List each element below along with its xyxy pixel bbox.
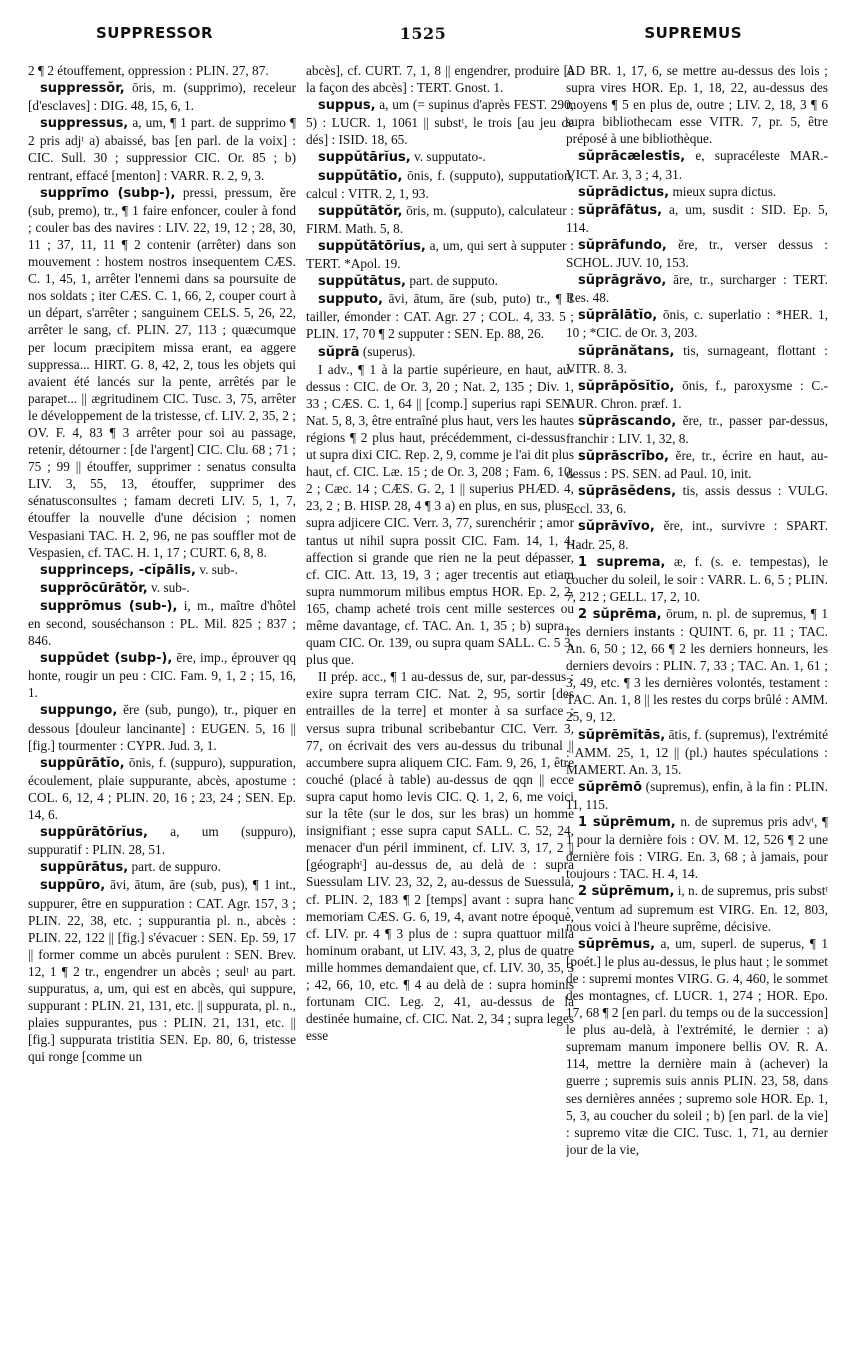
dictionary-entry [306, 290, 574, 342]
entry-definition: n. de supremus pris advᵗ, ¶ 1 pour la dernière fois : OV. M. 12, 526 ¶ 2 une dernière fois : VIRG. En. 3, 68 ; à jamais, pour toujours : TAC. H. 4, 14. [566, 814, 828, 882]
dictionary-entry [306, 202, 574, 237]
entry-definition: ĕre, tr., écrire en haut, au-dessus : PS. SEN. ad Paul. 10, init. [566, 448, 828, 482]
entry-headword: sŭprāscrībo, [578, 449, 669, 465]
entry-definition: v. supputato-. [413, 149, 486, 165]
entry-headword: suppŭdet (subp-), [40, 651, 173, 667]
entry-headword: sŭprēmus, [578, 936, 656, 952]
entry-headword: sŭprānătans, [578, 343, 675, 359]
column-3 [566, 62, 828, 1362]
dictionary-entry [306, 361, 574, 669]
entry-headword: suppūrātĭo, [40, 755, 125, 771]
dictionary-entry [306, 148, 574, 166]
entry-definition: part. de supputo. [409, 273, 498, 289]
dictionary-entry [566, 201, 828, 236]
entry-definition: ōnis, c. superlatio : *HER. 1, 10 ; *CIC. de Or. 3, 203. [566, 307, 828, 341]
entry-headword: sŭprēmĭtās, [578, 727, 666, 743]
entry-definition: ātis, f. (supremus), l'extrémité : AMM. 25, 1, 12 || (pl.) hautes spéculations : MAMERT. An. 3, 15. [566, 726, 828, 777]
entry-headword: suppŭtātōrĭus, [318, 238, 426, 254]
dictionary-entry [566, 517, 828, 552]
entry-headword: sŭprā [318, 344, 360, 360]
dictionary-entry [566, 412, 828, 447]
dictionary-entry [28, 79, 296, 114]
entry-headword: 2 sŭprēmum, [578, 884, 675, 900]
entry-definition: ĕre, tr., verser dessus : SCHOL. JUV. 10, 153. [566, 236, 828, 271]
entry-definition: æ, f. (s. e. tempestas), le coucher du soleil, le soir : VARR. L. 6, 5 ; PLIN. 7, 212 ; GELL. 17, 2, 10. [566, 553, 828, 604]
entry-definition: II prép. acc., ¶ 1 au-dessus de, sur, par-dessus : exire supra terram CIC. Nat. 2, 95, sortir [des entrailles de la terre] et monter à sa surface ; versus supra tribunal scribebantur CIC. Verr. 3, 77, on écrivait des vers au-dessus du tribunal || accumbere supra aliquem CIC. Fam. 9, 26, 1, être couché (placé à table) au-dessus de qqn || ecce supra caput homo levis CIC. Q. 1, 2, 6, me voici sur la tête (sur le dos, sur les bras) un homme insignifiant ; esse supra caput SALL. C. 52, 24, menacer d'un péril imminent, cf. LIV. 3, 17, 2 || [géographᵗ] au-dessus de, au delà de : supra Suessulam LIV. 23, 32, 2, au-dessus de Suessula, cf. PLIN. 2, 183 ¶ 2 [temps] avant : supra hanc memoriam CÆS. G. 6, 19, 4, avant notre époque, cf. LIV. pr. 4 ¶ 3 plus de : supra quattuor milia hominum orabant, ut LIV. 43, 3, 2, plus de quatre mille hommes demandaient que, cf. LIV. 30, 35, 3 ; 42, 66, 10, etc. ¶ 4 au delà de : supra hominis fortunam CIC. Leg. 2, 41, au-dessus de la destinée humaine, cf. CIC. Nat. 2, 34 ; supra leges esse [306, 669, 574, 1044]
entry-definition: pressi, pressum, ĕre (sub, premo), tr., ¶ 1 faire enfoncer, couler à fond ; couler bas des navires : LIV. 22, 19, 12 ; 28, 30, 11 ; 37, 11, 11 ¶ 2 contenir (arrêter) dans son mouvement : hostem nostros insequentem CÆS. C. 1, 45, 1, arrêter l'ennemi dans sa poursuite de nos soldats ; iter CÆS. C. 1, 66, 2, couper court à un départ, s'arrêter ; sanguinem CELS. 5, 26, 22, arrêter le sang, cf. PLIN. 27, 113 ; quæcumque per locum præcipitem missa erant, ea aggere suppressa... HIRT. G. 8, 42, 2, tous les objets qui avaient été lancés sur la pente, arrêtés par le parapet... || ægritudinem CIC. Tusc. 3, 75, arrêter le développement de la tristesse, cf. LIV. 2, 35, 2 ; OV. F. 4, 83 ¶ 3 arrêter pour soi au passage, retenir, détourner : [de l'argent] CIC. Clu. 68 ; 71 ; 75 ; 99 || étouffer, supprimer : senatus consulta LIV. 3, 55, 13, étouffer, supprimer des sénatusconsultes ; famam decreti LIV. 5, 1, 7, étouffer la nouvelle d'une décision ; nomen Vespasiani TAC. H. 2, 96, ne pas souffler mot de Vespasien, cf. TAC. H. 1, 17 ; CURT. 6, 8, 8. [28, 184, 296, 560]
column-1 [28, 62, 296, 1362]
dictionary-entry [566, 306, 828, 341]
entry-headword: sŭprāfātus, [578, 202, 663, 218]
entry-definition: ōnis, f., paroxysme : C.-AUR. Chron. præf. 1. [566, 377, 828, 411]
entry-headword: supputo, [318, 292, 383, 308]
dictionary-entry [306, 96, 574, 148]
entry-definition: ōrum, n. pl. de supremus, ¶ 1 les derniers instants : QUINT. 6, pr. 11 ; TAC. An. 6, 50 ; 12, 66 ¶ 2 les derniers honneurs, les derniers devoirs : PLIN. 7, 33 ; TAC. An. 1, 61 ; 3, 49, etc. ¶ 3 les dernières volontés, testament : TAC. An. 1, 8 || les restes du corps brûlé : AMM. 25, 9, 12. [566, 605, 828, 725]
page-number: 1525 [399, 24, 447, 43]
entry-definition: ōris, m. (supprimo), receleur [d'esclaves] : DIG. 48, 15, 6, 1. [28, 80, 296, 114]
dictionary-entry [566, 935, 828, 1158]
entry-headword: suppŭtārĭus, [318, 150, 411, 166]
page-header [0, 24, 846, 52]
entry-headword: 1 sŭprēmum, [578, 815, 676, 831]
entry-headword: sŭprālātĭo, [578, 308, 658, 324]
entry-definition: a, um, susdit : SID. Ep. 5, 114. [566, 201, 828, 235]
header-right-guideword: SUPREMUS [644, 24, 742, 42]
dictionary-entry [28, 876, 296, 1065]
dictionary-entry [28, 754, 296, 823]
dictionary-entry [28, 114, 296, 183]
entry-headword: sŭprēmō [578, 779, 643, 795]
entry-headword: suppūrātus, [40, 860, 129, 876]
dictionary-entry [566, 605, 828, 726]
entry-definition: a, um, ¶ 1 part. de supprimo ¶ 2 pris adjᵗ a) abaissé, bas [en parl. de la voix] : CIC. Sull. 30 ; suppressior CIC. Or. 85 ; b) rentrant, effacé [menton] : VARR. R. 2, 9, 3. [28, 115, 296, 183]
entry-definition: abcès], cf. CURT. 7, 1, 8 || engendrer, produire [à la façon des abcès] : TERT. Gnost. 1. [306, 63, 574, 96]
dictionary-entry [566, 482, 828, 517]
dictionary-entry [28, 597, 296, 649]
dictionary-entry [566, 882, 828, 934]
entry-definition: āvi, ātum, āre (sub, pus), ¶ 1 int., suppurer, être en suppuration : CAT. Agr. 157, 3 ; PLIN. 22, 38, etc. ; suppurantia pl. n., abcès : PLIN. 22, 122 || [fig.] s'évacuer : SEN. Ep. 59, 17 || former comme un abcès purulent : SEN. Brev. 12, 1 ¶ 2 tr., engendrer un abcès ; seulᵗ au part. suppuratus, a, um, qui est en abcès, qui suppure, suppurant : PLIN. 21, 131, etc. || suppurata, pl. n., plaies suppurantes, pus : PLIN. 21, 131, etc. || [fig.] suppurata tristitia SEN. Ep. 80, 6, tristesse qui ronge [comme un [28, 877, 296, 1065]
dictionary-entry [28, 579, 296, 597]
entry-headword: sŭprādictus, [578, 184, 670, 200]
dictionary-entry [306, 167, 574, 202]
entry-definition: v. sub-. [199, 561, 238, 577]
dictionary-entry [28, 701, 296, 753]
dictionary-entry [28, 823, 296, 858]
entry-definition: āre, tr., surcharger : TERT. Res. 48. [566, 272, 828, 306]
entry-definition: (superus). [362, 343, 416, 359]
entry-headword: supprōmus (sub-), [40, 598, 178, 614]
entry-headword: sŭprācælestis, [578, 149, 686, 165]
entry-headword: suppūrātōrĭus, [40, 825, 148, 841]
entry-headword: suppŭtātĭo, [318, 168, 403, 184]
dictionary-entry [566, 147, 828, 182]
dictionary-entry [566, 726, 828, 778]
dictionary-entry [28, 561, 296, 579]
entry-definition: ōris, m. (supputo), calculateur : FIRM. Math. 5, 8. [306, 202, 574, 236]
entry-definition: I adv., ¶ 1 à la partie supérieure, en haut, au-dessus : CIC. de Or. 3, 20 ; Nat. 2, 135 ; Div. 1, 33 ; CÆS. C. 1, 64 || [comp.] superius rapi SEN. Nat. 5, 8, 3, être entraîné plus haut, vers les hautes régions ¶ 2 plus haut, précédemment, ci-dessus : ut supra dixi CIC. Rep. 2, 9, comme je l'ai dit plus haut, cf. CIC. Læ. 15 ; de Or. 3, 208 ; Fam. 6, 10, 2 ; Cæc. 14 ; CÆS. G. 2, 1 || superius PHÆD. 4, 23, 2 ; B. HISP. 28, 4 ¶ 3 a) en plus, en sus, plus : supra adjicere CIC. Verr. 3, 77, surenchérir ; amor tantus ut nihil supra possit CIC. Fam. 14, 1, 4, affection si grande que rien ne la peut dépasser, cf. CIC. Att. 13, 19, 3 ; ager trecentis aut etiam supra nummorum milibus emptus HOR. Ep. 2, 2, 165, champ acheté trois cent mille sesterces ou même davantage, cf. TAC. An. 1, 35 ; b) supra... quam CIC. Or. 139, ou supra quam SALL. C. 5 3, plus que. [306, 361, 574, 668]
entry-definition: mieux supra dictus. [672, 183, 777, 199]
dictionary-entry [566, 271, 828, 306]
entry-definition: āvi, ātum, āre (sub, puto) tr., ¶ 1 tailler, émonder : CAT. Agr. 27 ; COL. 4, 33. 5 ; PLIN. 17, 70 ¶ 2 supputer : SEN. Ep. 88, 26. [306, 291, 574, 342]
entry-headword: suppŭtātŏr, [318, 203, 403, 219]
entry-definition: a, um (= supinus d'après FEST. 290, 5) : LUCR. 1, 1061 || substᵗ, le trois [au jeu de dés] : ISID. 18, 65. [306, 97, 574, 148]
dictionary-entry [306, 62, 574, 96]
entry-headword: 1 suprema, [578, 554, 666, 570]
dictionary-entry [566, 62, 828, 147]
entry-headword: sŭprāscando, [578, 413, 677, 429]
dictionary-entry [306, 272, 574, 290]
dictionary-entry [306, 668, 574, 1044]
entry-definition: tis, assis dessus : VULG. Eccl. 33, 6. [566, 483, 828, 517]
entry-definition: (supremus), enfin, à la fin : PLIN. 11, 115. [566, 778, 828, 812]
entry-definition: i, n. de supremus, pris substᵗ : ventum ad supremum est VIRG. En. 12, 803, nous voici à l'heure suprême, décisive. [566, 883, 828, 934]
entry-definition: v. sub-. [151, 579, 190, 595]
entry-headword: supprinceps, -cĭpālis, [40, 562, 196, 578]
entry-headword: suppressus, [40, 116, 129, 132]
dictionary-entry [566, 236, 828, 271]
dictionary-entry [566, 342, 828, 377]
entry-headword: suppus, [318, 98, 376, 114]
dictionary-entry [28, 649, 296, 701]
dictionary-entry [566, 183, 828, 201]
entry-headword: supprōcūrātŏr, [40, 580, 148, 596]
header-left-guideword: SUPPRESSOR [96, 24, 214, 42]
entry-headword: suppūro, [40, 878, 106, 894]
dictionary-entry [566, 778, 828, 813]
dictionary-entry [28, 184, 296, 561]
entry-definition: part. de suppuro. [131, 859, 221, 875]
entry-headword: sŭprāvīvo, [578, 519, 655, 535]
dictionary-entry [28, 62, 296, 79]
entry-definition: i, m., maître d'hôtel en second, souséchanson : PL. Mil. 825 ; 837 ; 846. [28, 597, 296, 649]
dictionary-entry [566, 377, 828, 412]
entry-definition: 2 ¶ 2 étouffement, oppression : PLIN. 27, 87. [28, 63, 269, 78]
entry-definition: a, um, qui sert à supputer : TERT. *Apol. 19. [306, 237, 574, 272]
entry-headword: sŭprāfundo, [578, 237, 667, 253]
column-2 [306, 62, 574, 1362]
entry-definition: e, supracéleste MAR.-VICT. Ar. 3, 3 ; 4, 31. [566, 148, 828, 182]
entry-headword: sŭprāgrăvo, [578, 273, 667, 289]
entry-headword: supprīmo (subp-), [40, 185, 176, 201]
entry-definition: ōnis, f. (suppuro), suppuration, écoulement, plaie suppurante, abcès, apostume : COL. 6, 12, 4 ; PLIN. 20, 16 ; 23, 24 ; SEN. Ep. 14, 6. [28, 754, 296, 823]
entry-definition: a, um, superl. de superus, ¶ 1 [poét.] le plus au-dessus, le plus haut ; le sommet de : supremi montes VIRG. G. 4, 460, le sommet des montagnes, cf. LUCR. 1, 274 ; HOR. Epo. 17, 68 ¶ 2 [en parl. du temps ou de la succession] le plus au-delà, à l'extrémité, le dernier : a) supremam manum imponere bellis OV. R. A. 114, mettre la dernière main à (achever) la guerre ; supremis suis annis PLIN. 23, 58, dans ses dernières années ; supremo sole HOR. Ep. 1, 5, 3, au coucher du soleil ; b) [en parl. de la vie] : supremo vitæ die CIC. Tusc. 1, 71, au dernier jour de la vie, [566, 935, 828, 1157]
dictionary-entry [566, 813, 828, 882]
entry-headword: sŭprāpŏsĭtĭo, [578, 378, 675, 394]
entry-definition: ĕre, tr., passer par-dessus, franchir : LIV. 1, 32, 8. [566, 412, 828, 446]
dictionary-entry [306, 237, 574, 272]
entry-definition: ĕre, int., survivre : SPART. Hadr. 25, 8. [566, 518, 828, 552]
entry-definition: tis, surnageant, flottant : VITR. 8. 3. [566, 342, 828, 376]
entry-definition: ōnis, f. (supputo), supputation, calcul : VITR. 2, 1, 93. [306, 167, 574, 201]
dictionary-entry [566, 553, 828, 605]
entry-definition: ēre, imp., éprouver qq honte, rougir un peu : CIC. Fam. 9, 1, 2 ; 15, 16, 1. [28, 650, 296, 701]
entry-headword: sŭprāsĕdens, [578, 484, 677, 500]
entry-definition: ĕre (sub, pungo), tr., piquer en dessous [douleur lancinante] : EUGEN. 5, 16 || [fig.] tourmenter : CYPR. Jud. 3, 1. [28, 702, 296, 753]
entry-headword: suppŭtātus, [318, 274, 406, 290]
entry-headword: suppressŏr, [40, 81, 125, 97]
dictionary-entry [28, 858, 296, 876]
dictionary-entry [306, 343, 574, 361]
dictionary-entry [566, 447, 828, 482]
entry-headword: 2 sŭprēma, [578, 606, 662, 622]
entry-definition: AD BR. 1, 17, 6, se mettre au-dessus des lois ; supra vires HOR. Ep. 1, 18, 22, au-dessus des moyens ¶ 5 en plus de, outre ; LIV. 2, 18, 3 ¶ 6 supra bibliothecam esse VITR. 7, pr. 5, être préposé à une bibliothèque. [566, 63, 828, 147]
entry-definition: a, um (suppuro), suppuratif : PLIN. 28, 51. [28, 824, 296, 858]
entry-headword: suppungo, [40, 703, 118, 719]
